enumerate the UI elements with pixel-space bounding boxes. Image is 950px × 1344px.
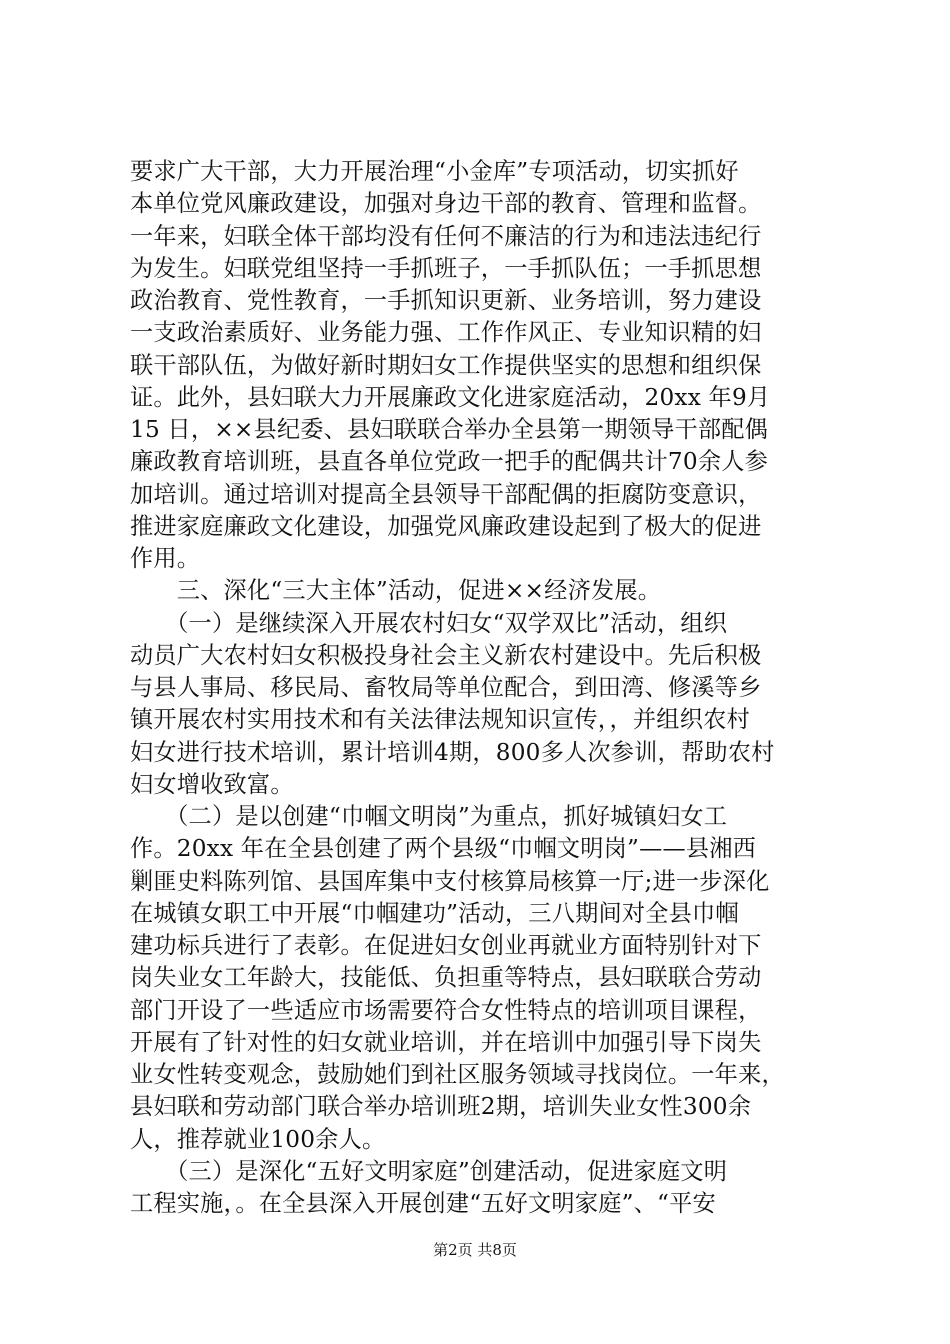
text-line: 政治教育、党性教育，一手抓知识更新、业务培训，努力建设 [130,287,762,314]
text-line: 镇开展农村实用技术和有关法律法规知识宣传，，并组织农村 [130,706,750,734]
text-line: 动员广大农村妇女积极投身社会主义新农村建设中。先后积极 [130,641,762,669]
text-line: 在城镇女职工中开展“巾帼建功”活动，三八期间对全县巾帼 [130,899,739,927]
text-line: 妇女增收致富。 [130,770,294,798]
text-line: 妇女进行技术培训，累计培训4期，800多人次参训，帮助农村 [130,738,775,766]
text-line: 廉政教育培训班，县直各单位党政一把手的配偶共计70余人参 [130,448,768,476]
page-footer [0,1240,950,1260]
text-line: 岗失业女工年龄大，技能低、负担重等特点，县妇联联合劳动 [130,964,762,992]
section-heading: 三、深化“三大主体”活动，促进××经济发展。 [130,577,662,605]
text-line: （一）是继续深入开展农村妇女“双学双比”活动，组织 [130,609,728,637]
text-line: 一年来，妇联全体干部均没有任何不廉洁的行为和违法违纪行 [130,222,762,250]
text-line: 15 日，××县纪委、县妇联联合举办全县第一期领导干部配偶 [130,416,769,443]
text-line: 人，推荐就业100余人。 [130,1125,386,1153]
text-line: 为发生。妇联党组坚持一手抓班子，一手抓队伍；一手抓思想 [130,254,762,282]
text-line: 证。此外，县妇联大力开展廉政文化进家庭活动，20xx 年9月 [130,383,771,411]
text-line: 建功标兵进行了表彰。在促进妇女创业再就业方面特别针对下 [130,932,762,959]
text-line: 开展有了针对性的妇女就业培训，并在培训中加强引导下岗失 [130,1028,762,1056]
text-line: （三）是深化“五好文明家庭”创建活动，促进家庭文明 [130,1157,728,1185]
text-line: 联干部队伍，为做好新时期妇女工作提供坚实的思想和组织保 [130,351,762,379]
page-number: 第2页 共8页 [433,1241,517,1259]
text-line: 与县人事局、移民局、畜牧局等单位配合，到田湾、修溪等乡 [130,674,762,701]
text-line: 要求广大干部，大力开展治理“小金库”专项活动，切实抓好 [130,158,739,185]
text-line: 县妇联和劳动部门联合举办培训班2期，培训失业女性300余 [130,1093,752,1121]
text-line: 部门开设了一些适应市场需要符合女性特点的培训项目课程， [130,996,762,1024]
text-line: 业女性转变观念，鼓励她们到社区服务领域寻找岗位。一年来， [130,1061,785,1088]
text-line: 作用。 [130,545,201,572]
text-line: 推进家庭廉政文化建设，加强党风廉政建设起到了极大的促进 [130,512,762,540]
text-line: （二）是以创建“巾帼文明岗”为重点，抓好城镇妇女工 [130,803,728,830]
text-line: 剿匪史料陈列馆、县国库集中支付核算局核算一厅;进一步深化 [130,867,770,895]
document-body [130,156,830,1220]
text-line: 作。20xx 年在全县创建了两个县级“巾帼文明岗”——县湘西 [130,835,757,863]
text-line: 一支政治素质好、业务能力强、工作作风正、专业知识精的妇 [130,319,762,347]
text-line: 本单位党风廉政建设，加强对身边干部的教育、管理和监督。 [130,190,762,218]
text-line: 工程实施，。在全县深入开展创建“五好文明家庭”、“平安 [130,1190,716,1217]
text-line: 加培训。通过培训对提高全县领导干部配偶的拒腐防变意识， [130,480,762,508]
